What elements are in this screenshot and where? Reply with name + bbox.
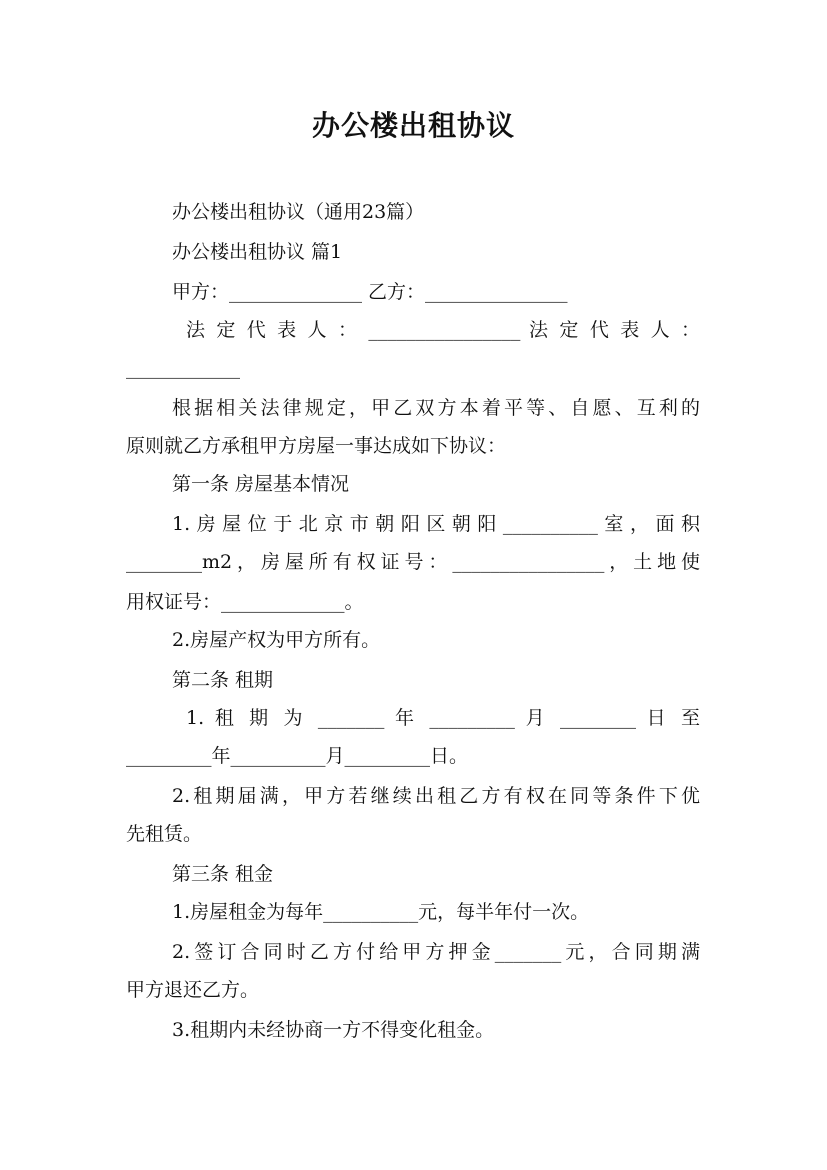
paragraph-line: 1. 租 期 为 _______ 年 _________ 月 ________ 日 至	[186, 707, 700, 729]
paragraph-line: 2.房屋产权为甲方所有。	[172, 629, 381, 651]
paragraph-line: _________年__________月_________日。	[126, 745, 469, 767]
section-heading: 办公楼出租协议 篇1	[172, 241, 343, 263]
paragraph-line: 原则就乙方承租甲方房屋一事达成如下协议：	[126, 435, 507, 457]
paragraph-line: 1.房屋位于北京市朝阳区朝阳__________室，面积	[172, 513, 700, 535]
paragraph-line: 2.签订合同时乙方付给甲方押金_______元，合同期满	[172, 941, 700, 963]
article-heading: 第三条 租金	[172, 863, 274, 885]
paragraph-line: 甲方退还乙方。	[126, 979, 260, 1001]
article-heading: 第一条 房屋基本情况	[172, 473, 350, 495]
paragraph-line: 3.租期内未经协商一方不得变化租金。	[172, 1019, 495, 1041]
paragraph-line: 用权证号：_____________。	[126, 591, 364, 613]
legal-rep-line: 法 定 代 表 人 ： ________________ 法 定 代 表 人 ：	[186, 319, 700, 341]
paragraph-line: 2.租期届满，甲方若继续出租乙方有权在同等条件下优	[172, 785, 700, 807]
paragraph-line: 根据相关法律规定，甲乙双方本着平等、自愿、互利的	[172, 397, 700, 419]
paragraph-line: 先租赁。	[126, 823, 203, 845]
legal-rep-blank-line: ____________	[126, 357, 240, 379]
document-title: 办公楼出租协议	[311, 109, 515, 142]
subtitle-line: 办公楼出租协议（通用23篇）	[172, 201, 425, 223]
party-line: 甲方：______________ 乙方：_______________	[172, 281, 568, 303]
paragraph-line: ________m2，房屋所有权证号：________________，土地使	[126, 551, 700, 573]
paragraph-line: 1.房屋租金为每年__________元，每半年付一次。	[172, 901, 590, 923]
article-heading: 第二条 租期	[172, 669, 274, 691]
